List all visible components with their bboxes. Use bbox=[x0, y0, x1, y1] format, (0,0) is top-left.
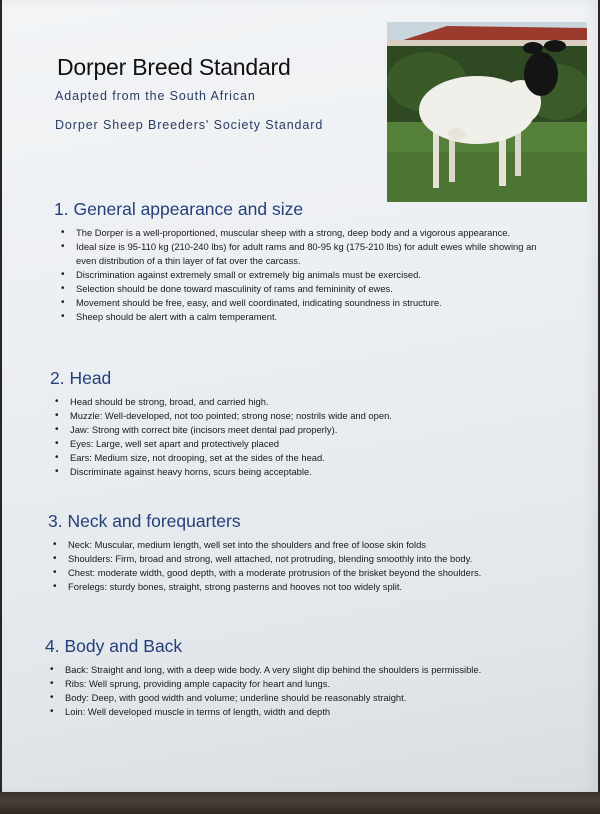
section-heading: 4. Body and Back bbox=[45, 636, 183, 656]
bullet-list bbox=[47, 663, 552, 719]
section-general-appearance bbox=[2, 199, 598, 324]
section-heading: 1. General appearance and size bbox=[54, 199, 304, 219]
bullet-item: • Neck: Muscular, medium length, well set into the shoulders and free of loose skin folds bbox=[50, 538, 552, 552]
subtitle-line-1: Adapted from the South African bbox=[55, 89, 256, 103]
document-page bbox=[2, 0, 598, 795]
bullet-item: • Muzzle: Well-developed, not too pointed; strong nose; nostrils wide and open. bbox=[52, 409, 552, 423]
bullet-item: • Sheep should be alert with a calm temperament. bbox=[58, 310, 558, 324]
table-surface bbox=[0, 792, 600, 814]
bullet-item: • Shoulders: Firm, broad and strong, well attached, not protruding, blending smoothly into the body. bbox=[50, 552, 552, 566]
bullet-item: • Chest: moderate width, good depth, with a moderate protrusion of the brisket beyond the shoulders. bbox=[50, 566, 552, 580]
page-title: Dorper Breed Standard bbox=[57, 54, 291, 80]
bullet-item: • Forelegs: sturdy bones, straight, strong pasterns and hooves not too widely split. bbox=[50, 580, 552, 594]
sheep-image-icon bbox=[387, 22, 587, 202]
section-neck-forequarters bbox=[2, 511, 598, 594]
section-body-back bbox=[2, 636, 598, 719]
dorper-sheep-photo bbox=[387, 22, 587, 202]
bullet-item: • Discriminate against heavy horns, scurs being acceptable. bbox=[52, 465, 552, 479]
bullet-item: • Ears: Medium size, not drooping, set at the sides of the head. bbox=[52, 451, 552, 465]
bullet-item: • Discrimination against extremely small or extremely big animals must be exercised. bbox=[58, 268, 558, 282]
bullet-item: • The Dorper is a well-proportioned, muscular sheep with a strong, deep body and a vigorous appearance. bbox=[58, 226, 558, 240]
bullet-list bbox=[52, 395, 552, 479]
bullet-item: • Selection should be done toward masculinity of rams and femininity of ewes. bbox=[58, 282, 558, 296]
section-heading: 2. Head bbox=[50, 368, 112, 388]
bullet-item: • Loin: Well developed muscle in terms of length, width and depth bbox=[47, 705, 552, 719]
section-heading: 3. Neck and forequarters bbox=[48, 511, 241, 531]
bullet-item: • Movement should be free, easy, and well coordinated, indicating soundness in structure. bbox=[58, 296, 558, 310]
bullet-item: • Jaw: Strong with correct bite (incisors meet dental pad properly). bbox=[52, 423, 552, 437]
bullet-list bbox=[58, 226, 558, 324]
bullet-item: • Eyes: Large, well set apart and protectively placed bbox=[52, 437, 552, 451]
subtitle-line-2: Dorper Sheep Breeders' Society Standard bbox=[55, 118, 324, 132]
bullet-item: • Back: Straight and long, with a deep wide body. A very slight dip behind the shoulders is permissible. bbox=[47, 663, 552, 677]
bullet-item: • Head should be strong, broad, and carried high. bbox=[52, 395, 552, 409]
section-head bbox=[2, 368, 598, 479]
bullet-item: • Body: Deep, with good width and volume; underline should be reasonably straight. bbox=[47, 691, 552, 705]
bullet-item: • Ribs: Well sprung, providing ample capacity for heart and lungs. bbox=[47, 677, 552, 691]
bullet-list bbox=[50, 538, 552, 594]
bullet-item: • Ideal size is 95-110 kg (210-240 lbs) for adult rams and 80-95 kg (175-210 lbs) for adult ewes while showing an even distribution of a thin layer of fat over the carcass. bbox=[58, 240, 558, 268]
